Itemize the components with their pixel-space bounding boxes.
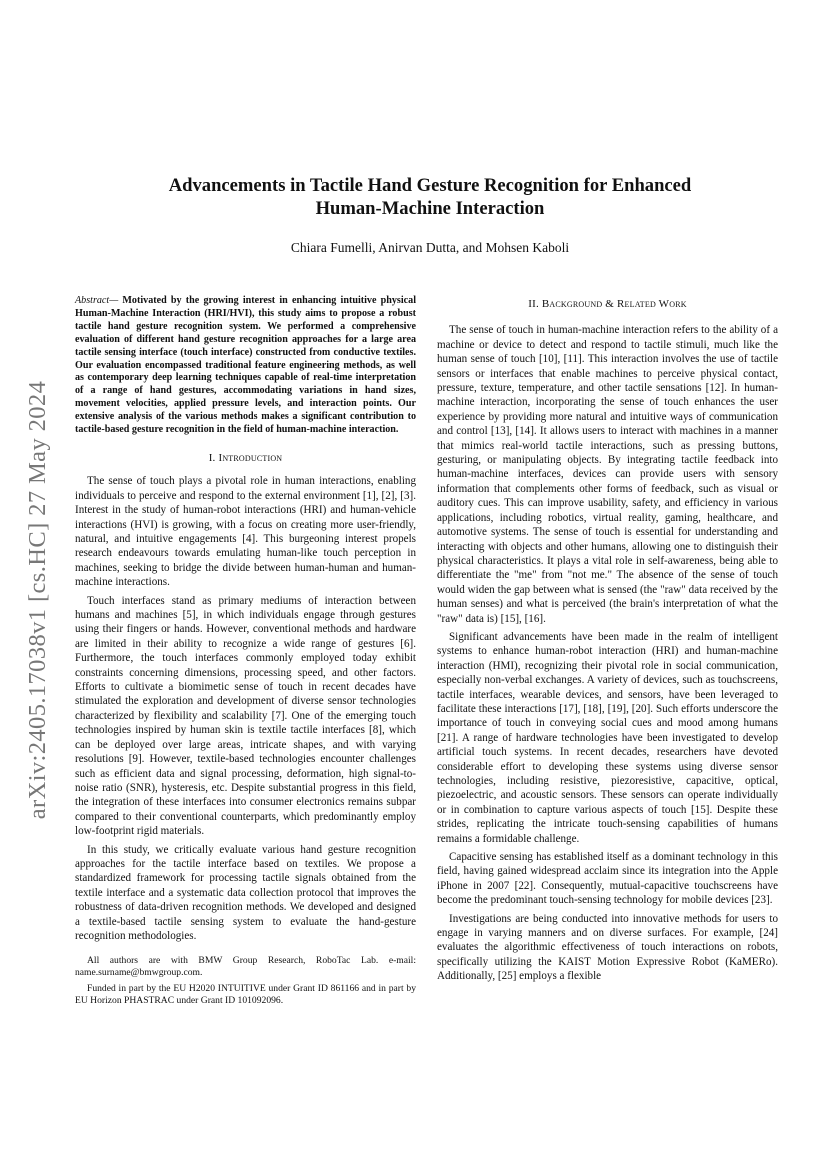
footnote-funding: Funded in part by the EU H2020 INTUITIVE under Grant ID 861166 and in part by EU Horizon PHASTRAC under Grant ID 101092096. xyxy=(75,983,416,1007)
right-column xyxy=(437,297,778,988)
arxiv-identifier-sidebar xyxy=(18,350,58,850)
section-title: Introduction xyxy=(218,451,283,464)
section-number: I. xyxy=(208,451,219,464)
background-paragraph: Significant advancements have been made in the realm of intelligent systems to enhance human-robot interaction (HRI) and human-machine interaction (HMI), recognizing their pivotal role in social communication, especially non-verbal exchanges. A variety of devices, such as touchscreens, tactile interfaces, wearable devices, and sensors, have been leveraged to facilitate these interactions [17], [18], [19], [20]. Such efforts underscore the importance of touch in conveying social cues and mood among humans [21]. A range of hardware technologies have been investigated to develop artificial touch systems. In recent decades, researchers have devoted considerable effort to developing these systems using diverse sensor technologies, including resistive, piezoresistive, capacitive, optical, piezoelectric, and acoustic sensors. These sensors can operate individually or in combination to capture various aspects of touch [15]. Despite these strides, replicating the intricate touch-sensing capabilities of humans remains a formidable challenge. xyxy=(437,630,778,845)
background-paragraph: Investigations are being conducted into innovative methods for users to engage in varying manners and on diverse surfaces. For example, [24] evaluates the algorithmic effectiveness of touch interactions on robots, specifically utilizing the KAIST Motion Expressive Robot (KaMERo). Additionally, [25] employs a flexible xyxy=(437,912,778,983)
abstract-text: Motivated by the growing interest in enhancing intuitive physical Human-Machine Interaction (HRI/HVI), this study aims to propose a robust tactile hand gesture recognition system. We performed a comprehensive evaluation of different hand gesture recognition approaches for a large area tactile sensing interface (touch interface) constructed from conductive textiles. Our evaluation encompassed traditional feature engineering methods, as well as contemporary deep learning techniques capable of real-time interpretation of a range of hand gestures, accommodating variations in hand sizes, movement velocities, applied pressure levels, and interaction points. Our extensive analysis of the various methods makes a significant contribution to tactile-based gesture recognition in the field of human-machine interaction. xyxy=(75,295,416,436)
abstract xyxy=(75,295,416,437)
background-paragraph: The sense of touch in human-machine interaction refers to the ability of a machine or device to detect and respond to tactile stimuli, much like the human sense of touch [10], [11]. This interaction involves the use of tactile sensors or interfaces that enable machines to perceive physical contact, pressure, texture, temperature, and other tactile sensations [12]. In human-machine interaction, incorporating the sense of touch enhances the user experience by providing more natural and intuitive ways of communication and control [13], [14]. It allows users to interact with machines in a manner that mimics real-world tactile interactions, such as pressing buttons, gesturing, or manipulating objects. By integrating tactile feedback into human-machine interfaces, devices can provide users with sensory information that complements other forms of feedback, such as visual or auditory cues. This can improve usability, safety, and efficiency in various applications, including robotics, virtual reality, gaming, healthcare, and automotive systems. The sense of touch is essential for understanding and interacting with objects and other humans, allowing one to distinguish their physical characteristics. It plays a vital role in self-awareness, being able to differentiate the "me" from "not me." The absence of the sense of touch would widen the gap between what is sensed (the "raw" data received by the human senses) and what is perceived (the brain's interpretation of what the "raw" data is) [15], [16]. xyxy=(437,324,778,625)
footnotes xyxy=(75,955,416,1007)
background-paragraph: Capacitive sensing has established itself as a dominant technology in this field, having gained widespread acclaim since its integration into the Apple iPhone in 2007 [22]. Consequently, mutual-capacitive touchscreens have become the predominant touch-sensing technology for mobile devices [23]. xyxy=(437,851,778,907)
section-title: Background & Related Work xyxy=(541,298,687,310)
intro-paragraph: Touch interfaces stand as primary mediums of interaction between humans and machines [5], in which individuals engage through gestures using their fingers or hands. However, conventional methods and hardware are limited in their ability to recognize a wide range of gestures [6]. Furthermore, the touch interfaces commonly employed today exhibit constraints concerning dimensions, processing speed, and other factors. Efforts to cultivate a biomimetic sense of touch in recent decades have stimulated the exploration and development of diverse sensor technologies characterized by flexibility and scalability [7]. One of the emerging touch technologies inspired by human skin is textile tactile interfaces [8], which can be deployed over large areas, intricate shapes, and with varying resolutions [9]. However, textile-based technologies encounter challenges such as efficient data and signal processing, deformation, high signal-to-noise ratio (SNR), hysteresis, etc. Despite substantial progress in this field, the integration of these interfaces into consumer electronics remains subpar compared to their conventional counterparts, which predominantly employ low-footprint rigid materials. xyxy=(75,594,416,838)
paper-title xyxy=(80,174,780,220)
arxiv-identifier: arXiv:2405.17038v1 [cs.HC] 27 May 2024 xyxy=(24,380,51,820)
left-column xyxy=(75,295,416,1011)
section-number: II. xyxy=(528,298,542,310)
abstract-label: Abstract— xyxy=(75,295,119,306)
section-heading-introduction xyxy=(75,451,416,465)
footnote-affiliation: All authors are with BMW Group Research, RoboTac Lab. e-mail: name.surname@bmwgroup.com. xyxy=(75,955,416,979)
paper-title-line-1: Advancements in Tactile Hand Gesture Recognition for Enhanced xyxy=(168,175,692,196)
intro-paragraph: In this study, we critically evaluate various hand gesture recognition approaches for the tactile interface based on textiles. We propose a standardized framework for processing tactile signals obtained from the textile interface and a systematic data collection protocol that improves the robustness of data-driven recognition methods. We developed and designed a textile-based tactile sensing system to evaluate the hand-gesture recognition methodologies. xyxy=(75,843,416,942)
paper-title-line-2: Human-Machine Interaction xyxy=(315,198,545,219)
intro-paragraph: The sense of touch plays a pivotal role in human interactions, enabling individuals to perceive and respond to the external environment [1], [2], [3]. Interest in the study of human-robot interactions (HRI) and human-vehicle interactions (HVI) is growing, with a focus on creating more user-friendly, natural, and intuitive engagements [4]. This burgeoning interest propels research endeavours towards emulating human-like touch perception in machines, seeking to bridge the divide between human-human and human-machine interactions. xyxy=(75,475,416,589)
author-list: Chiara Fumelli, Anirvan Dutta, and Mohsen Kaboli xyxy=(290,240,570,255)
section-heading-background xyxy=(437,297,778,311)
